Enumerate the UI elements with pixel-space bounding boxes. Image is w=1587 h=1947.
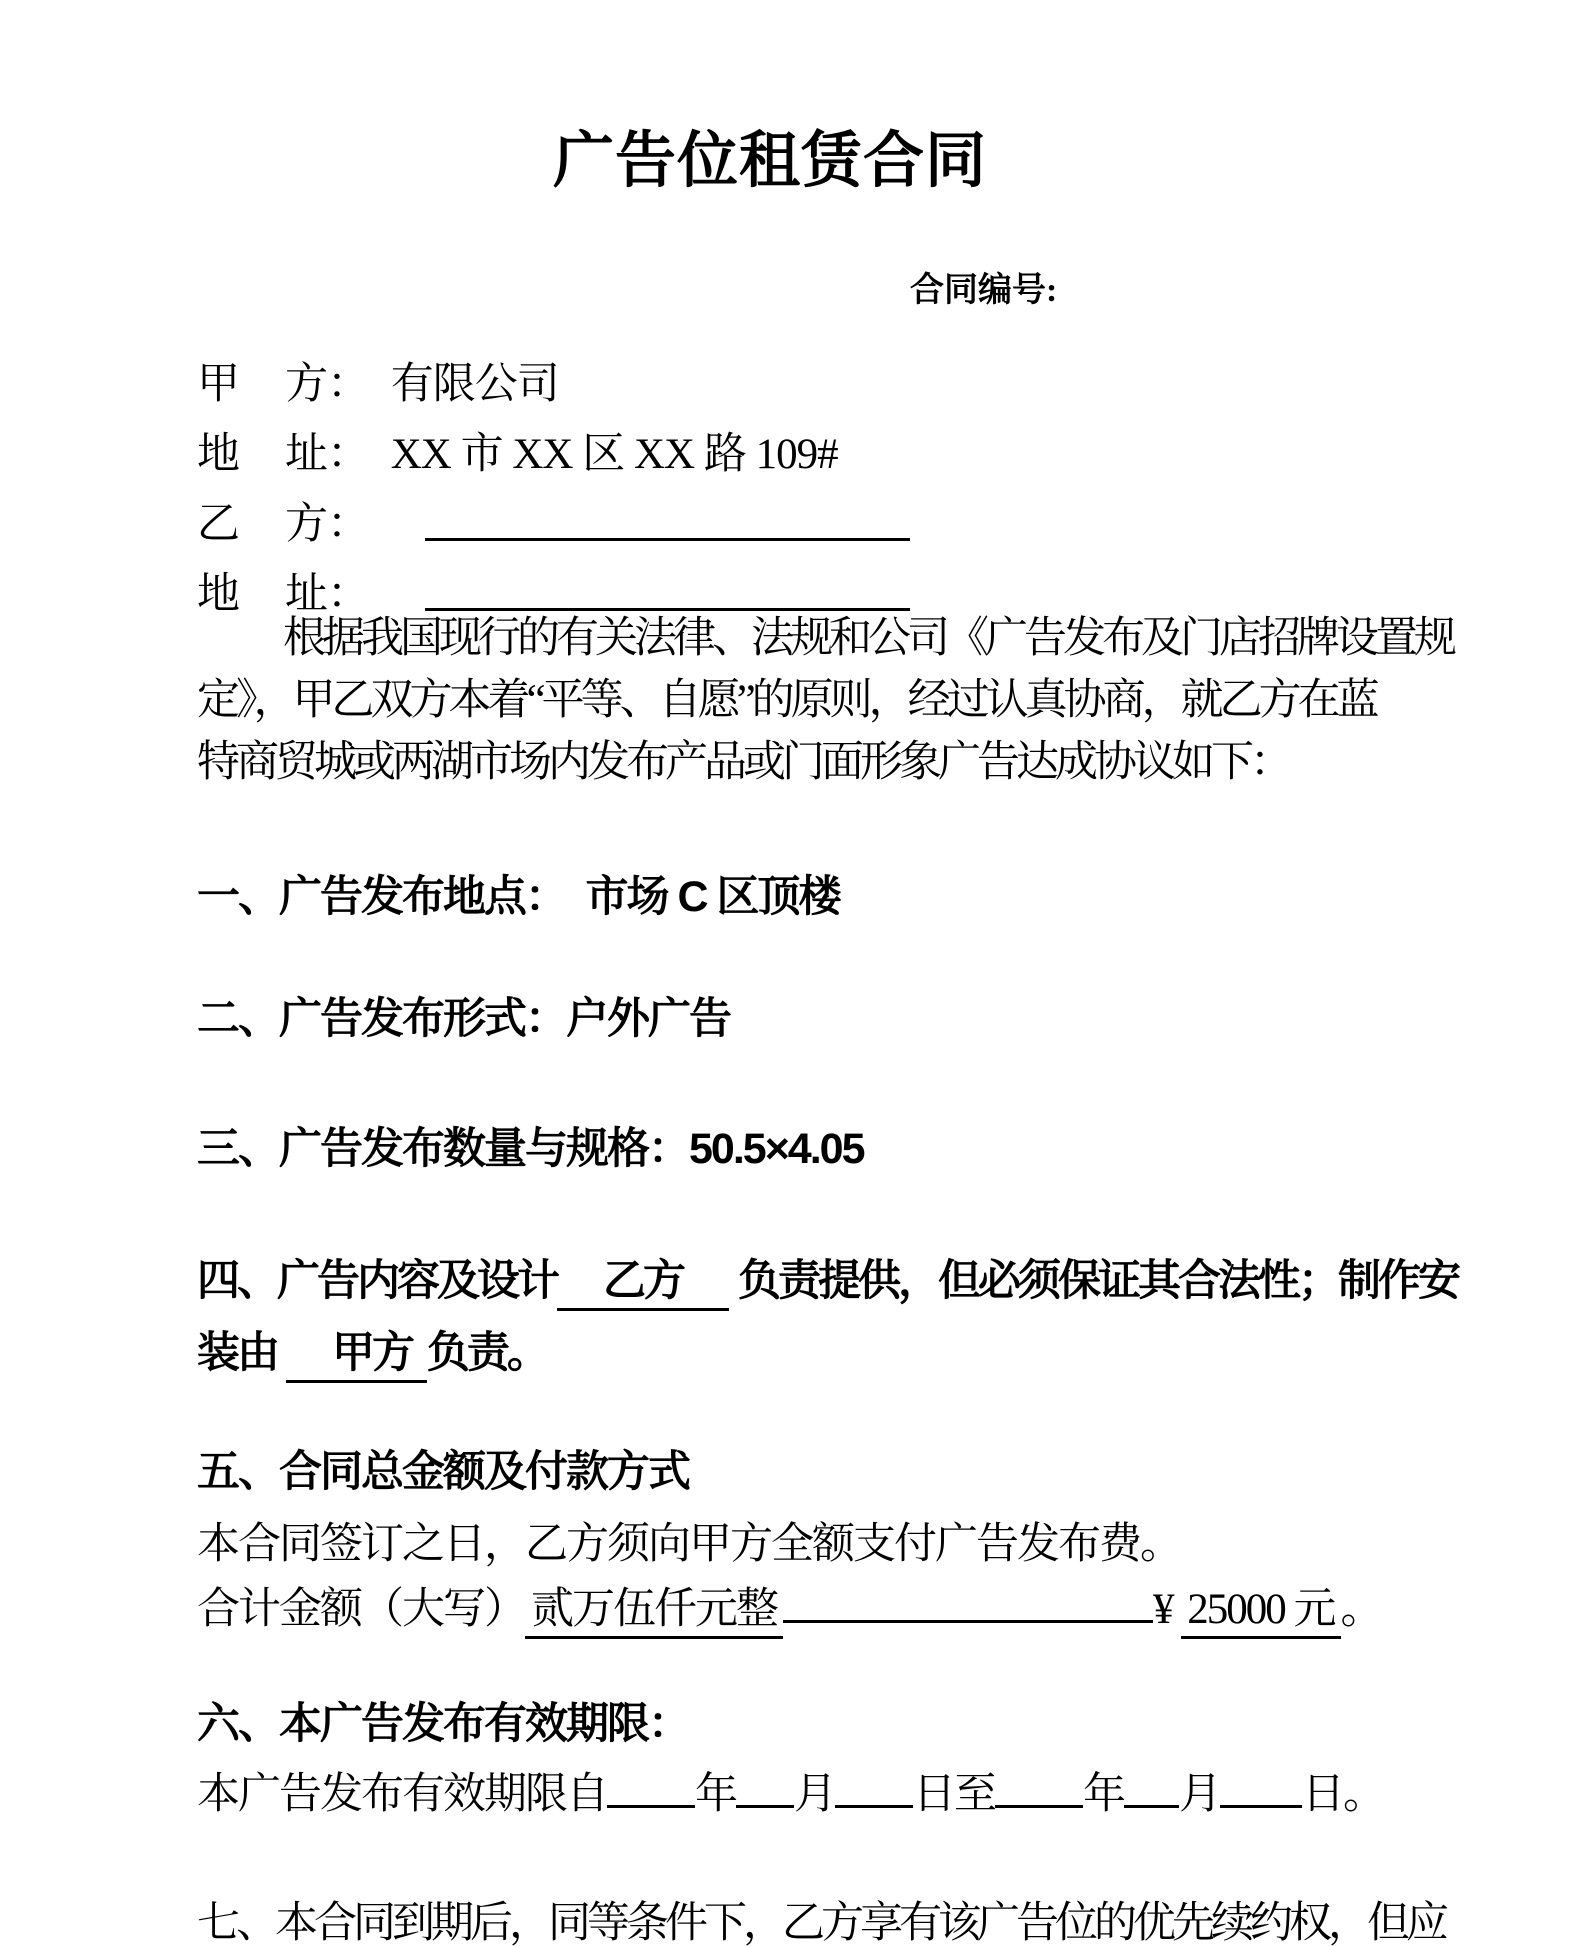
party-label-char-colon: 址： xyxy=(285,571,369,618)
blank-underline xyxy=(783,1618,1153,1623)
party-a-row xyxy=(197,350,559,412)
text-part: 月 xyxy=(1179,1771,1220,1818)
section-4-line-1 xyxy=(197,1257,1458,1306)
section-7-line: 七、本合同到期后，同等条件下，乙方享有该广告位的优先续约权，但应 xyxy=(197,1900,1445,1947)
section-5-heading: 五、合同总金额及付款方式 xyxy=(197,1448,689,1496)
blank-underline xyxy=(835,1803,913,1808)
party-label-char-colon: 方： xyxy=(285,361,369,408)
party-a-value: 有限公司 xyxy=(390,361,559,408)
text-part: 合计金额（大写） xyxy=(197,1586,525,1633)
contract-number-label: 合同编号: xyxy=(910,272,1058,309)
party-b-address-row xyxy=(197,560,369,622)
text-part: 。 xyxy=(1340,1586,1382,1633)
section-2-heading: 二、广告发布形式：户外广告 xyxy=(197,995,730,1043)
party-label-char-colon: 方： xyxy=(285,501,369,548)
text-part: 月 xyxy=(794,1771,835,1818)
text-part: 装由 xyxy=(197,1329,286,1377)
contract-title: 广告位租赁合同 xyxy=(552,126,987,194)
section-6-heading: 六、本广告发布有效期限： xyxy=(197,1700,689,1748)
party-b-label xyxy=(197,490,369,551)
underlined-text: 乙方 xyxy=(557,1257,729,1311)
party-label-char: 地 xyxy=(197,431,239,478)
underlined-text: 甲方 xyxy=(286,1329,427,1383)
blank-underline xyxy=(1220,1803,1302,1808)
party-a-address-label xyxy=(197,420,369,481)
text-part: 本广告发布有效期限自 xyxy=(197,1771,607,1818)
text-part: 日至 xyxy=(913,1771,995,1818)
blank-underline xyxy=(1124,1803,1179,1808)
text-part: 负责提供，但必须保证其合法性；制作安 xyxy=(729,1257,1458,1305)
party-label-char: 乙 xyxy=(197,501,239,548)
validity-date-line xyxy=(197,1770,1384,1819)
section-5-body: 本合同签订之日，乙方须向甲方全额支付广告发布费。 xyxy=(197,1521,1181,1568)
intro-paragraph-line-1: 根据我国现行的有关法律、法规和公司《广告发布及门店招牌设置规 xyxy=(283,615,1453,662)
party-b-row xyxy=(197,490,369,552)
party-a-address-value: XX 市 XX 区 XX 路 109# xyxy=(390,431,838,478)
intro-paragraph-line-3: 特商贸城或两湖市场内发布产品或门面形象广告达成协议如下： xyxy=(197,739,1289,786)
total-amount-line xyxy=(197,1585,1382,1634)
section-1-heading: 一、广告发布地点： 市场 C 区顶楼 xyxy=(197,873,840,921)
underlined-text: 贰万伍仟元整 xyxy=(525,1586,783,1639)
text-part: ¥ xyxy=(1153,1586,1182,1633)
party-a-address-row xyxy=(197,420,838,482)
party-label-char: 甲 xyxy=(197,361,239,408)
blank-underline xyxy=(995,1803,1083,1808)
party-b-address-label xyxy=(197,560,369,621)
party-b-blank-underline xyxy=(425,538,910,541)
text-part: 年 xyxy=(1083,1771,1124,1818)
text-part: 四、广告内容及设计 xyxy=(197,1257,557,1305)
party-label-char-colon: 址： xyxy=(285,431,369,478)
party-label-char: 地 xyxy=(197,571,239,618)
blank-underline xyxy=(736,1803,794,1808)
section-3-heading: 三、广告发布数量与规格：50.5×4.05 xyxy=(197,1125,864,1173)
intro-paragraph-line-2: 定》，甲乙双方本着“平等、自愿”的原则，经过认真协商，就乙方在蓝 xyxy=(197,677,1376,724)
text-part: 负责。 xyxy=(426,1329,547,1377)
text-part: 年 xyxy=(695,1771,736,1818)
section-4-line-2 xyxy=(197,1329,547,1378)
blank-underline xyxy=(607,1803,695,1808)
text-part: 日。 xyxy=(1302,1771,1384,1818)
party-a-label xyxy=(197,350,369,411)
underlined-text: 25000 元 xyxy=(1181,1586,1340,1639)
party-b-address-blank-underline xyxy=(425,608,910,611)
